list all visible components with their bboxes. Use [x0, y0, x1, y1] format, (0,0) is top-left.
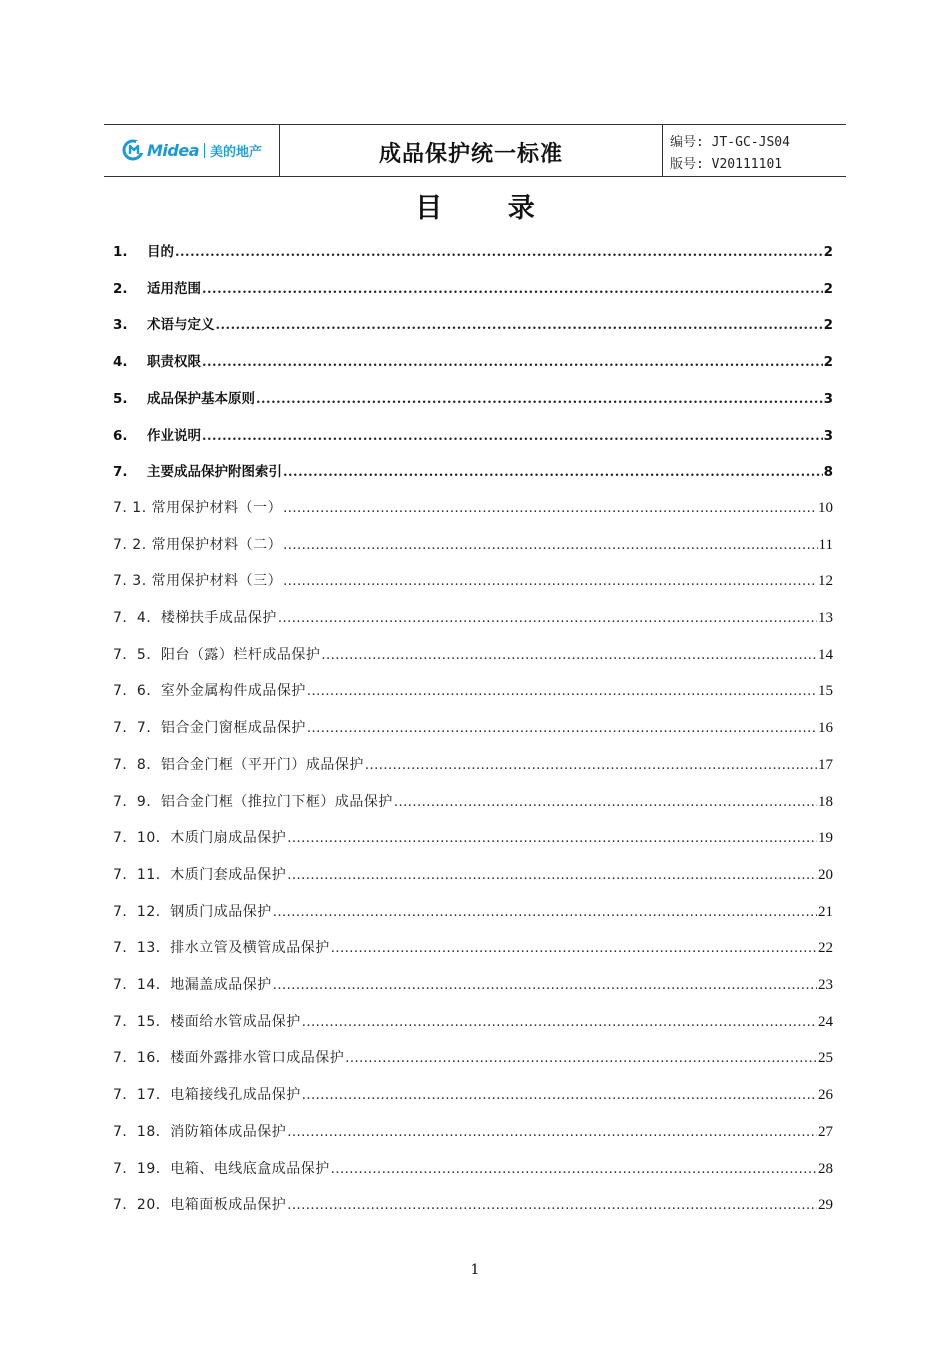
- toc-entry-page: 15: [818, 683, 833, 700]
- toc-entry[interactable]: [113, 277, 833, 299]
- toc-leader-dots: [202, 429, 823, 444]
- toc-entry-page: 2: [823, 280, 833, 297]
- toc-entry-text: 7．17．电箱接线孔成品保护: [113, 1087, 301, 1104]
- toc-entry-label: [113, 460, 282, 480]
- document-code: 编号: JT-GC-JS04: [670, 135, 790, 150]
- toc-entry-page: 3: [823, 390, 833, 407]
- toc-entry[interactable]: [113, 1158, 833, 1180]
- toc-entry-page: 3: [823, 427, 833, 444]
- toc-leader-dots: [216, 318, 823, 333]
- toc-leader-dots: [302, 1088, 817, 1103]
- toc-entry-text: 目的: [147, 244, 174, 260]
- toc-entry-text: 7．12．钢质门成品保护: [113, 903, 272, 920]
- toc-leader-dots: [256, 392, 823, 407]
- toc-entry-text: 7. 2. 常用保护材料（二）: [113, 536, 283, 553]
- toc-entry-page: 11: [818, 536, 833, 553]
- toc-entry-text: 7．9．铝合金门框（推拉门下框）成品保护: [113, 793, 393, 810]
- toc-entry[interactable]: [113, 534, 833, 556]
- toc-entry-label: [113, 570, 282, 590]
- toc-leader-dots: [287, 868, 817, 883]
- toc-leader-dots: [202, 282, 823, 297]
- toc-entry[interactable]: [113, 754, 833, 776]
- toc-entry[interactable]: [113, 974, 833, 996]
- toc-entry-number: 2.: [113, 280, 128, 297]
- toc-entry-text: 7．8．铝合金门框（平开门）成品保护: [113, 756, 364, 773]
- toc-entry-text: 7．15．楼面给水管成品保护: [113, 1013, 301, 1030]
- toc-entry-text: 7. 3. 常用保护材料（三）: [113, 573, 283, 590]
- toc-entry-page: 2: [823, 244, 833, 260]
- toc-entry-text: 7．20．电箱面板成品保护: [113, 1197, 287, 1214]
- toc-entry-label: [113, 1047, 344, 1067]
- toc-entry-page: 10: [818, 499, 833, 516]
- toc-entry-label: [113, 827, 286, 847]
- toc-entry-page: 19: [818, 830, 833, 847]
- toc-entry-label: [113, 1158, 330, 1178]
- toc-entry-number: 7.: [113, 464, 128, 481]
- toc-leader-dots: [287, 831, 817, 846]
- toc-entry-page: 2: [823, 317, 833, 334]
- toc-entry-page: 23: [818, 977, 833, 993]
- toc-entry-text: 适用范围: [147, 280, 201, 297]
- toc-entry[interactable]: [113, 1194, 833, 1216]
- toc-entry[interactable]: [113, 901, 833, 923]
- toc-entry[interactable]: [113, 424, 833, 446]
- toc-leader-dots: [287, 1125, 817, 1140]
- toc-entry-label: [113, 240, 174, 260]
- toc-entry-label: [113, 497, 282, 517]
- toc-entry-label: [113, 387, 255, 407]
- toc-leader-dots: [175, 245, 823, 260]
- toc-entry-text: 作业说明: [147, 427, 201, 444]
- toc-leader-dots: [273, 978, 817, 993]
- toc-leader-dots: [287, 1198, 817, 1213]
- toc-leader-dots: [283, 465, 823, 480]
- logo-cell: [104, 125, 279, 176]
- toc-entry[interactable]: [113, 937, 833, 959]
- toc-entry-page: 12: [818, 573, 833, 590]
- document-title: 成品保护统一标准: [378, 142, 563, 167]
- toc-entry-page: 22: [818, 940, 833, 957]
- toc-leader-dots: [394, 795, 817, 810]
- document-header: [104, 124, 846, 177]
- toc-entry-label: [113, 277, 201, 297]
- meta-cell: [662, 125, 846, 176]
- toc-leader-dots: [283, 574, 817, 589]
- logo-wordmark: Midea: [147, 140, 200, 160]
- toc-entry-page: 13: [818, 610, 833, 626]
- toc-entry[interactable]: [113, 1011, 833, 1033]
- toc-entry-label: [113, 350, 201, 370]
- toc-leader-dots: [283, 538, 817, 553]
- toc-entry-text: 7．11．木质门套成品保护: [113, 866, 287, 883]
- toc-entry-text: 7．14．地漏盖成品保护: [113, 977, 272, 993]
- toc-entry-page: 29: [818, 1197, 833, 1214]
- midea-logo: [122, 139, 262, 161]
- toc-entry-page: 18: [818, 793, 833, 810]
- toc-entry[interactable]: [113, 1084, 833, 1106]
- toc-entry-text: 7．6．室外金属构件成品保护: [113, 683, 306, 700]
- toc-entry-page: 27: [818, 1123, 833, 1140]
- toc-entry-number: 6.: [113, 427, 128, 444]
- toc-entry[interactable]: [113, 827, 833, 849]
- toc-entry-label: [113, 1121, 286, 1141]
- toc-leader-dots: [278, 611, 817, 626]
- toc-entry-label: [113, 534, 282, 554]
- toc-entry-page: 14: [818, 646, 833, 663]
- logo-divider: [204, 143, 205, 158]
- toc-entry-label: [113, 1194, 286, 1214]
- toc-leader-dots: [365, 758, 817, 773]
- toc-entry[interactable]: [113, 791, 833, 813]
- toc-entry-page: 2: [823, 354, 833, 371]
- toc-leader-dots: [307, 721, 817, 736]
- toc-leader-dots: [331, 941, 817, 956]
- toc-entry-text: 职责权限: [147, 354, 201, 371]
- toc-entry-text: 7．10．木质门扇成品保护: [113, 830, 287, 847]
- toc-entry[interactable]: [113, 1047, 833, 1069]
- toc-entry-label: [113, 424, 201, 444]
- toc-entry-label: [113, 680, 306, 700]
- toc-entry[interactable]: [113, 460, 833, 482]
- toc-entry-page: 25: [818, 1050, 833, 1067]
- toc-entry[interactable]: [113, 680, 833, 702]
- toc-entry[interactable]: [113, 497, 833, 519]
- toc-entry-page: 21: [818, 903, 833, 920]
- toc-entry-text: 7．13．排水立管及横管成品保护: [113, 940, 330, 957]
- toc-entry-label: [113, 607, 277, 627]
- toc-entry-text: 7．5．阳台（露）栏杆成品保护: [113, 646, 321, 663]
- toc-entry-page: 16: [818, 720, 833, 737]
- toc-entry-label: [113, 313, 215, 333]
- toc-entry-page: 28: [818, 1160, 833, 1177]
- toc-entry[interactable]: [113, 387, 833, 409]
- toc-entry[interactable]: [113, 607, 833, 629]
- toc-leader-dots: [202, 355, 823, 370]
- toc-leader-dots: [321, 648, 817, 663]
- toc-entry-label: [113, 754, 364, 774]
- toc-entry-label: [113, 901, 272, 921]
- toc-leader-dots: [307, 684, 817, 699]
- toc-entry[interactable]: [113, 350, 833, 372]
- toc-entry-page: 8: [823, 464, 833, 481]
- toc-entry-text: 7．16．楼面外露排水管口成品保护: [113, 1050, 345, 1067]
- toc-entry-number: 3.: [113, 317, 128, 334]
- toc-entry-page: 17: [818, 756, 833, 773]
- toc-leader-dots: [302, 1015, 817, 1030]
- toc-title: 目 录: [415, 193, 563, 224]
- logo-chinese-name: 美的地产: [210, 144, 263, 160]
- toc-entry-label: [113, 1084, 301, 1104]
- toc-leader-dots: [273, 905, 817, 920]
- title-cell: [279, 125, 663, 176]
- toc-entry-label: [113, 791, 393, 811]
- toc-entry-text: 7．19．电箱、电线底盒成品保护: [113, 1160, 330, 1177]
- toc-entry-text: 主要成品保护附图索引: [147, 464, 282, 481]
- toc-entry-label: [113, 1011, 301, 1031]
- midea-logo-icon: [122, 139, 146, 161]
- toc-entry-label: [113, 717, 306, 737]
- toc-entry-text: 7．4．楼梯扶手成品保护: [113, 610, 277, 626]
- toc-leader-dots: [283, 501, 817, 516]
- toc-entry-text: 7．18．消防箱体成品保护: [113, 1123, 287, 1140]
- toc-entry-page: 20: [818, 866, 833, 883]
- toc-entry[interactable]: [113, 1121, 833, 1143]
- toc-entry-text: 7．7．铝合金门窗框成品保护: [113, 720, 306, 737]
- toc-entry-page: 26: [818, 1087, 833, 1104]
- toc-leader-dots: [345, 1051, 817, 1066]
- toc-entry[interactable]: [113, 570, 833, 592]
- toc-entry-text: 成品保护基本原则: [147, 390, 255, 407]
- toc-entry-number: 4.: [113, 354, 128, 371]
- document-version: 版号: V20111101: [670, 157, 783, 172]
- toc-entry-number: 5.: [113, 390, 128, 407]
- toc-entry-page: 24: [818, 1013, 833, 1030]
- toc-entry-label: [113, 644, 320, 664]
- toc-entry[interactable]: [113, 240, 833, 262]
- toc-entry[interactable]: [113, 717, 833, 739]
- toc-entry-label: [113, 937, 330, 957]
- toc-entry[interactable]: [113, 644, 833, 666]
- toc-entry-label: [113, 864, 286, 884]
- toc-leader-dots: [331, 1162, 817, 1177]
- toc-entry[interactable]: [113, 313, 833, 335]
- toc-entry-text: 术语与定义: [147, 317, 215, 334]
- page-number: 1: [470, 1262, 480, 1278]
- toc-entry-text: 7. 1. 常用保护材料（一）: [113, 499, 283, 516]
- toc-entry-number: 1.: [113, 244, 128, 260]
- toc-entry[interactable]: [113, 864, 833, 886]
- toc-entry-label: [113, 974, 272, 994]
